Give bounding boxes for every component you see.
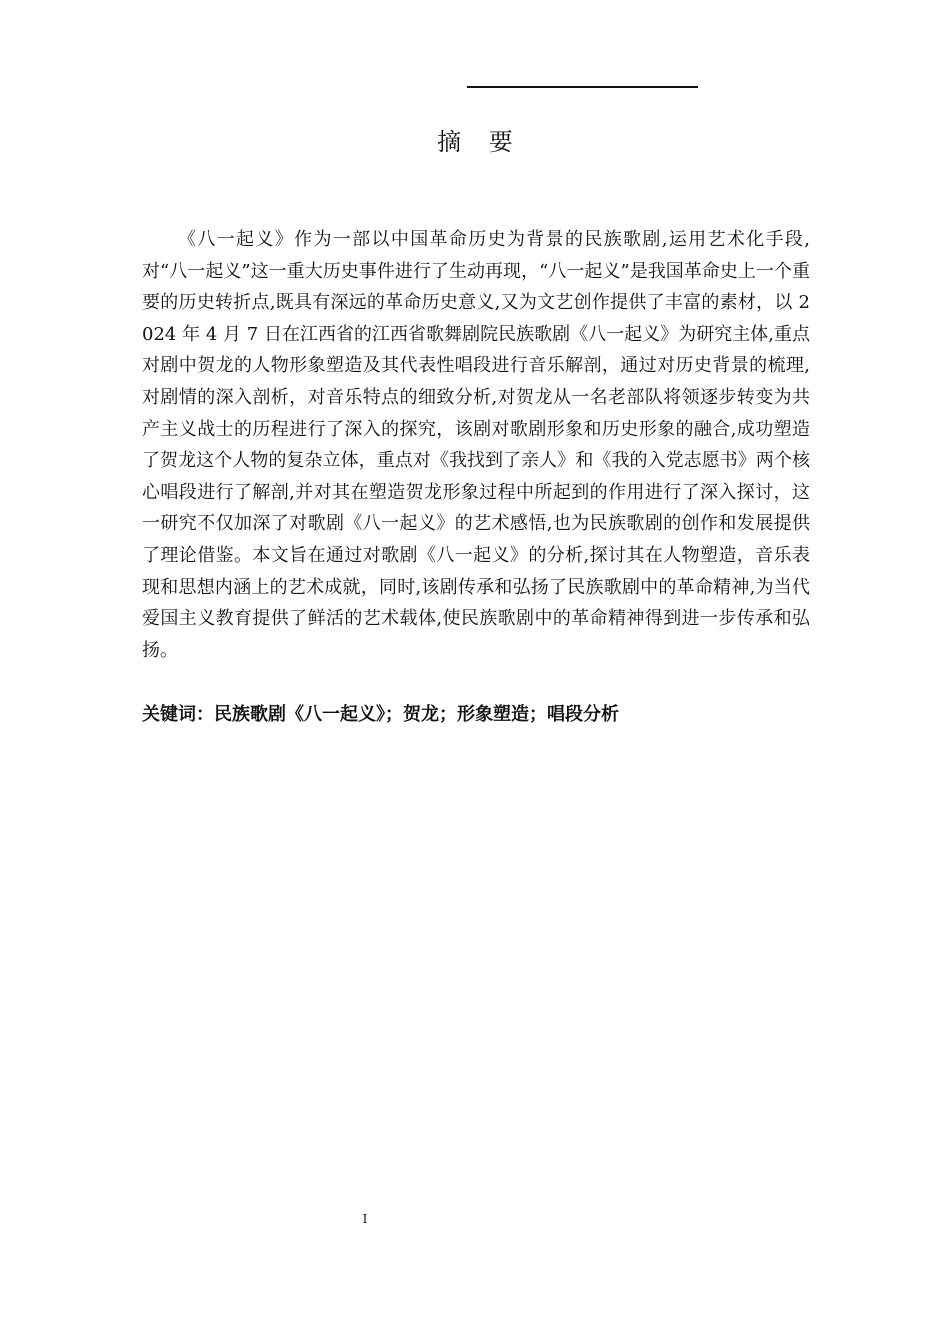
- abstract-title: 摘 要: [437, 128, 523, 156]
- abstract-body: 《八一起义》作为一部以中国革命历史为背景的民族歌剧,运用艺术化手段,对“八一起义”这一重大历史事件进行了生动再现，“八一起义”是我国革命史上一个重要的历史转折点,既具有深远的革命历史意义,又为文艺创作提供了丰富的素材，以 2024 年 4 月 7 日在江西省的江西省歌舞剧院民族歌剧《八一起义》为研究主体,重点对剧中贺龙的人物形象塑造及其代表性唱段进行音乐解剖，通过对历史背景的梳理,对剧情的深入剖析，对音乐特点的细致分析,对贺龙从一名老部队将领逐步转变为共产主义战士的历程进行了深入的探究，该剧对歌剧形象和历史形象的融合,成功塑造了贺龙这个人物的复杂立体，重点对《我找到了亲人》和《我的入党志愿书》两个核心唱段进行了解剖,并对其在塑造贺龙形象过程中所起到的作用进行了深入探讨，这一研究不仅加深了对歌剧《八一起义》的艺术感悟,也为民族歌剧的创作和发展提供了理论借鉴。本文旨在通过对歌剧《八一起义》的分析,探讨其在人物塑造，音乐表现和思想内涵上的艺术成就，同时,该剧传承和弘扬了民族歌剧中的革命精神,为当代爱国主义教育提供了鲜活的艺术载体,使民族歌剧中的革命精神得到进一步传承和弘扬。: [142, 229, 810, 661]
- page-number: I: [362, 1212, 368, 1226]
- header-rule: [467, 86, 698, 88]
- keywords: 关键词：民族歌剧《八一起义》；贺龙；形象塑造；唱段分析: [142, 704, 619, 725]
